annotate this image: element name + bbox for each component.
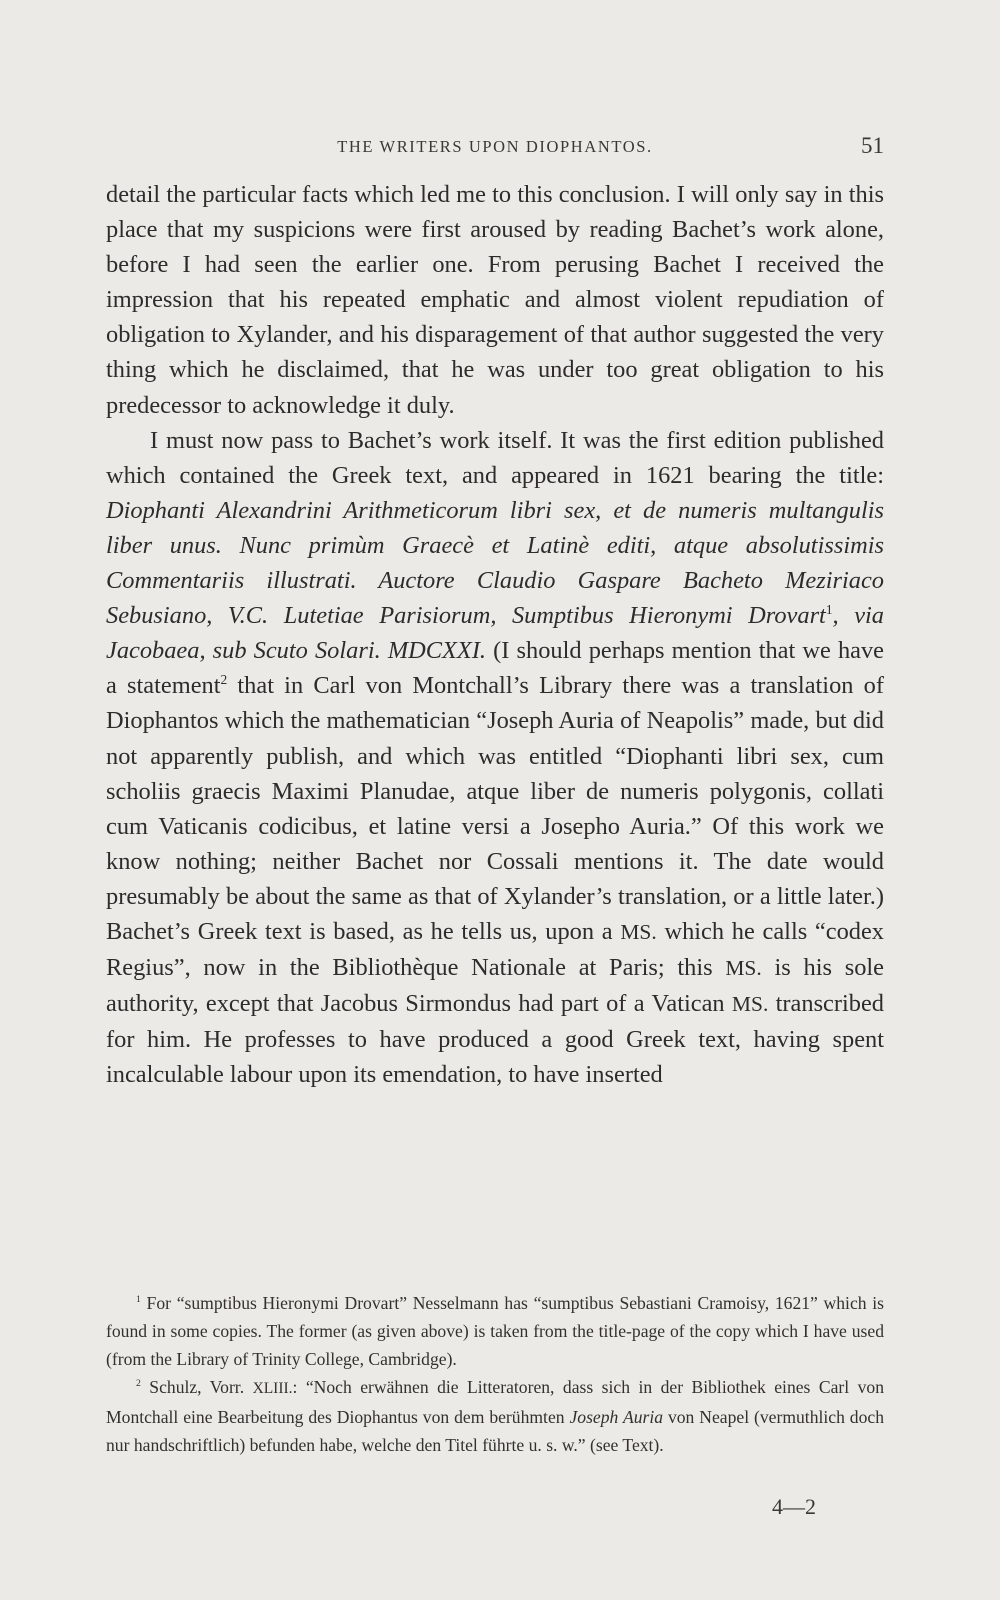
footnotes <box>106 1289 884 1459</box>
author-name: Joseph Auria <box>569 1407 664 1427</box>
roman-numeral: XLIII. <box>252 1380 293 1397</box>
footnote-mark-1: 1 <box>136 1294 141 1306</box>
abbrev-ms: MS. <box>731 992 769 1017</box>
footnote-ref-1[interactable]: 1 <box>825 602 833 617</box>
page-number: 51 <box>861 133 884 158</box>
signature-mark: 4—2 <box>772 1494 816 1519</box>
book-title-continued: , via Jacobaea, sub Scuto Solari. MDCXXI. <box>106 602 885 665</box>
footnote-2: $^2$ Schulz, Vorr. XLIII.: “Noch erwähnen die Litteratoren, dass sich in der Bibliothek eines Carl von Montchall eine Bearbeitung des Diophantus von dem berühmten Joseph Auria von Neapel (vermuthlich doch nur handschriftlich) befunden habe, welche den Titel führte u. s. w.” (see Text). <box>106 1377 885 1455</box>
footnote-1: $^1$ For “sumptibus Hieronymi Drovart” Nesselmann has “sumptibus Sebastiani Cramoisy, 1621” which is found in some copies. The former (as given above) is taken from the title-page of the copy which I have used (from the Library of Trinity College, Cambridge). <box>106 1293 884 1369</box>
footnote-mark-2: 2 <box>136 1378 141 1390</box>
main-text <box>106 177 884 1092</box>
running-title: THE WRITERS UPON DIOPHANTOS. <box>337 137 653 156</box>
paragraph-2: I must now pass to Bachet’s work itself. It was the first edition published which contained the Greek text, and appeared in 1621 bearing the title: Diophanti Alexandrini Arithmeticorum libri sex, et de numeris multangulis liber unus. Nunc primùm Graecè et Latinè editi, atque absolutissimis Commentariis illustrati. Auctore Claudio Gaspare Bacheto Meziriaco Sebusiano, V.C. Lutetiae Parisiorum, Sumptibus Hieronymi Drovart$^1$, via Jacobaea, sub Scuto Solari. MDCXXI. (I should perhaps mention that we have a statement$^2$ that in Carl von Montchall’s Library there was a translation of Diophantos which the mathematician “Joseph Auria of Neapolis” made, but did not apparently publish, and which was entitled “Diophanti libri sex, cum scholiis graecis Maximi Planudae, atque liber de numeris polygonis, collati cum Vaticanis codicibus, et latine versi a Josepho Auria.” Of this work we know nothing; neither Bachet nor Cossali mentions it. The date would presumably be about the same as that of Xylander’s translation, or a little later.) Bachet’s Greek text is based, as he tells us, upon a MS. which he calls “codex Regius”, now in the Bibliothèque Nationale at Paris; this MS. is his sole authority, except that Jacobus Sirmondus had part of a Vatican MS. transcribed for him. He professes to have produced a good Greek text, having spent incalculable labour upon its emendation, to have inserted <box>106 426 885 1089</box>
footnote-ref-2[interactable]: 2 <box>220 672 228 688</box>
abbrev-ms: MS. <box>620 919 657 944</box>
page-header <box>106 133 884 163</box>
abbrev-ms: MS. <box>725 956 762 981</box>
paragraph-1: detail the particular facts which led me to this conclusion. I will only say in this place that my suspicions were first aroused by reading Bachet’s work alone, before I had seen the earlier one. From perusing Bachet I received the impression that his repeated emphatic and almost violent repudiation of obligation to Xylander, and his disparagement of that author suggested the very thing which he disclaimed, that he was under too great obligation to his predecessor to acknowledge it duly. <box>106 181 884 419</box>
book-title: Diophanti Alexandrini Arithmeticorum libri sex, et de numeris multangulis liber unus. Nunc primùm Graecè et Latinè editi, atque absolutissimis Commentariis illustrati. Auctore Claudio Gaspare Bacheto Meziriaco Sebusiano, V.C. Lutetiae Parisiorum, Sumptibus Hieronymi Drovart <box>106 496 884 630</box>
